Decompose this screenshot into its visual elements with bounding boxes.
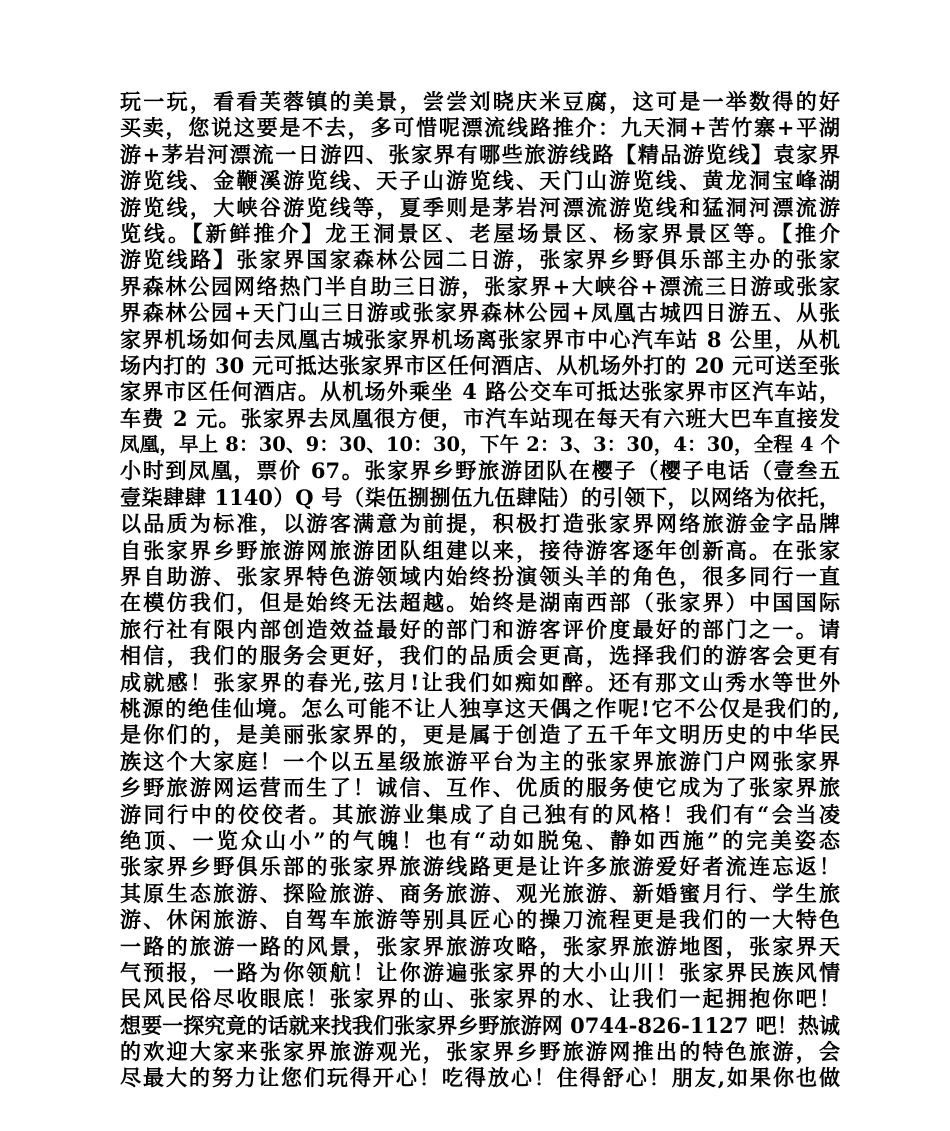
text-line: 民风民俗尽收眼底！张家界的山、张家界的水、让我们一起拥抱你吧！: [120, 986, 840, 1012]
text-line: 相信，我们的服务会更好，我们的品质会更高，选择我们的游客会更有: [120, 643, 840, 669]
text-line: 界森林公园+天门山三日游或张家界森林公园+凤凰古城四日游五、从张: [120, 300, 840, 326]
text-line: 游同行中的佼佼者。其旅游业集成了自己独有的风格！我们有“会当凌: [120, 801, 840, 827]
text-line: 尽最大的努力让您们玩得开心！吃得放心！住得舒心！朋友,如果你也做: [120, 1065, 840, 1091]
text-line: 壹柒肆肆 1140）Q 号（柒伍捌捌伍九伍肆陆）的引领下，以网络为依托，: [120, 484, 840, 510]
text-line: 家界市区任何酒店。从机场外乘坐 4 路公交车可抵达张家界市区汽车站，: [120, 379, 840, 405]
text-line: 其原生态旅游、探险旅游、商务旅游、观光旅游、新婚蜜月行、学生旅: [120, 880, 840, 906]
text-line: 成就感！张家界的春光,弦月!让我们如痴如醉。还有那文山秀水等世外: [120, 669, 840, 695]
text-line: 玩一玩，看看芙蓉镇的美景，尝尝刘晓庆米豆腐，这可是一举数得的好: [120, 89, 840, 114]
document-body: [120, 89, 840, 1092]
text-line: 小时到凤凰，票价 67。张家界乡野旅游团队在樱子（樱子电话（壹叁五: [120, 458, 840, 484]
text-line: 在模仿我们，但是始终无法超越。始终是湖南西部（张家界）中国国际: [120, 590, 840, 616]
text-line: 是你们的，是美丽张家界的，更是属于创造了五千年文明历史的中华民: [120, 722, 840, 748]
text-line: 绝顶、一览众山小”的气魄！也有“动如脱兔、静如西施”的完美姿态: [120, 827, 840, 853]
text-line: 想要一探究竟的话就来找我们张家界乡野旅游网 0744-826-1127 吧！热诚: [120, 1012, 840, 1038]
text-line: 览线。【新鲜推介】龙王洞景区、老屋场景区、杨家界景区等。【推介: [120, 220, 840, 246]
text-line: 自张家界乡野旅游网旅游团队组建以来，接待游客逐年创新高。在张家: [120, 537, 840, 563]
text-line: 以品质为标准，以游客满意为前提，积极打造张家界网络旅游金字品牌: [120, 511, 840, 537]
text-line: 气预报，一路为你领航！让你游遍张家界的大小山川！张家界民族风情: [120, 959, 840, 985]
text-line: 乡野旅游网运营而生了！诚信、互作、优质的服务使它成为了张家界旅: [120, 775, 840, 801]
text-line: 游览线，大峡谷游览线等，夏季则是茅岩河漂流游览线和猛洞河漂流游: [120, 194, 840, 220]
text-line: 一路的旅游一路的风景，张家界旅游攻略，张家界旅游地图，张家界天: [120, 933, 840, 959]
text-line: 游览线路】张家界国家森林公园二日游，张家界乡野俱乐部主办的张家: [120, 247, 840, 273]
text-line: 游+茅岩河漂流一日游四、张家界有哪些旅游线路【精品游览线】袁家界: [120, 141, 840, 167]
text-line: 界自助游、张家界特色游领域内始终扮演领头羊的角色，很多同行一直: [120, 564, 840, 590]
text-line: 张家界乡野俱乐部的张家界旅游线路更是让许多旅游爱好者流连忘返！: [120, 854, 840, 880]
text-line: 家界机场如何去凤凰古城张家界机场离张家界市中心汽车站 8 公里，从机: [120, 326, 840, 352]
text-line: 族这个大家庭！一个以五星级旅游平台为主的张家界旅游门户网张家界: [120, 748, 840, 774]
text-line: 的欢迎大家来张家界旅游观光，张家界乡野旅游网推出的特色旅游，会: [120, 1039, 840, 1065]
text-line: 凤凰，早上 8：30、9：30、10：30，下午 2：3、3：30，4：30，全程 4 个: [120, 433, 840, 457]
text-line: 车费 2 元。张家界去凤凰很方便，市汽车站现在每天有六班大巴车直接发: [120, 405, 840, 431]
text-line: 旅行社有限内部创造效益最好的部门和游客评价度最好的部门之一。请: [120, 616, 840, 642]
text-line: 桃源的绝佳仙境。怎么可能不让人独享这天偶之作呢!它不公仅是我们的,: [120, 695, 840, 721]
text-line: 场内打的 30 元可抵达张家界市区任何酒店、从机场外打的 20 元可送至张: [120, 352, 840, 378]
text-line: 游、休闲旅游、自驾车旅游等别具匠心的操刀流程更是我们的一大特色: [120, 907, 840, 933]
text-line: 游览线、金鞭溪游览线、天子山游览线、天门山游览线、黄龙洞宝峰湖: [120, 168, 840, 194]
text-line: 界森林公园网络热门半自助三日游，张家界+大峡谷+漂流三日游或张家: [120, 273, 840, 299]
text-line: 买卖，您说这要是不去，多可惜呢漂流线路推介：九天洞+苦竹寨+平湖: [120, 115, 840, 141]
